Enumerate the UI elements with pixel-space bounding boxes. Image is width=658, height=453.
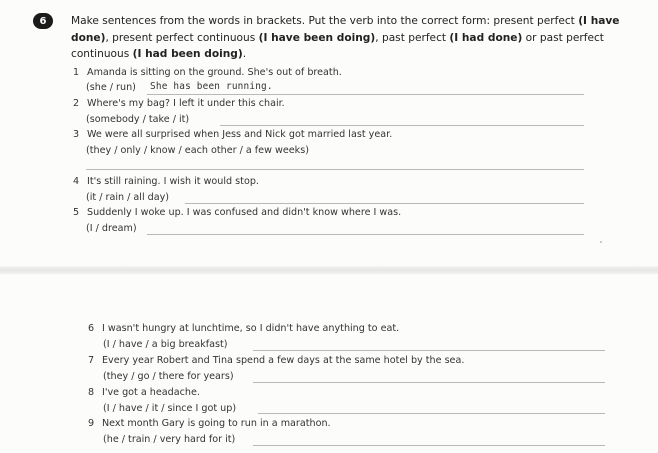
item-2-answer-line[interactable] bbox=[220, 125, 584, 126]
instructions-form-past-perfect: (I had done) bbox=[449, 31, 523, 44]
item-number: 7 bbox=[88, 355, 95, 366]
exercise-item-1 bbox=[73, 67, 342, 78]
item-sentence: Where's my bag? I left it under this chair. bbox=[87, 98, 285, 109]
item-number: 6 bbox=[88, 323, 95, 334]
item-7-answer-line[interactable] bbox=[253, 382, 605, 383]
item-9-prompt: (he / train / very hard for it) bbox=[103, 434, 236, 445]
item-sentence: I wasn't hungry at lunchtime, so I didn't have anything to eat. bbox=[102, 323, 400, 334]
item-5-answer-line[interactable] bbox=[147, 234, 584, 235]
exercise-item-6 bbox=[88, 323, 399, 334]
item-sentence: It's still raining. I wish it would stop. bbox=[87, 176, 259, 187]
item-number: 4 bbox=[73, 176, 80, 187]
exercise-item-2 bbox=[73, 98, 285, 109]
instructions-form-past-perfect-continuous: (I had been doing) bbox=[132, 48, 243, 60]
item-sentence: Every year Robert and Tina spend a few days at the same hotel by the sea. bbox=[102, 355, 465, 366]
instructions-form-present-perfect: (I have done) bbox=[71, 15, 620, 44]
exercise-item-4 bbox=[73, 176, 259, 187]
item-sentence: I've got a headache. bbox=[102, 387, 200, 398]
item-4-prompt: (it / rain / all day) bbox=[86, 192, 170, 203]
item-1-answer: She has been running. bbox=[150, 81, 273, 92]
item-6-answer-line[interactable] bbox=[253, 350, 605, 351]
item-number: 9 bbox=[88, 418, 95, 429]
item-2-prompt: (somebody / take / it) bbox=[86, 114, 190, 125]
item-sentence: Next month Gary is going to run in a marathon. bbox=[102, 418, 331, 429]
item-number: 3 bbox=[73, 129, 80, 140]
item-9-answer-line[interactable] bbox=[253, 445, 605, 446]
item-6-prompt: (I / have / a big breakfast) bbox=[103, 339, 228, 350]
instructions-text: , present perfect continuous bbox=[105, 31, 259, 44]
exercise-item-5 bbox=[73, 207, 401, 218]
item-sentence: Amanda is sitting on the ground. She's out of breath. bbox=[87, 67, 342, 78]
exercise-item-3 bbox=[73, 129, 392, 140]
exercise-item-9 bbox=[88, 418, 331, 429]
exercise-item-8 bbox=[88, 387, 200, 398]
item-sentence: We were all surprised when Jess and Nick got married last year. bbox=[87, 129, 393, 140]
item-number: 8 bbox=[88, 387, 95, 398]
item-8-prompt: (I / have / it / since I got up) bbox=[103, 403, 237, 414]
exercise-instructions bbox=[71, 13, 636, 63]
exercise-item-7 bbox=[88, 355, 464, 366]
item-3-prompt: (they / only / know / each other / a few weeks) bbox=[86, 145, 309, 156]
instructions-text: . bbox=[242, 48, 247, 60]
item-4-answer-line[interactable] bbox=[185, 203, 584, 204]
instructions-text: Make sentences from the words in brackets. Put the verb into the correct form: present perfect bbox=[71, 15, 579, 27]
exercise-number-badge: 6 bbox=[33, 13, 53, 29]
item-number: 5 bbox=[73, 207, 80, 218]
item-3-answer-line[interactable] bbox=[86, 169, 584, 170]
item-7-prompt: (they / go / there for years) bbox=[103, 371, 234, 382]
item-8-answer-line[interactable] bbox=[258, 413, 605, 414]
instructions-form-present-perfect-continuous: (I have been doing) bbox=[258, 31, 376, 44]
instructions-text: or past perfect continuous bbox=[71, 31, 604, 60]
instructions-text: , past perfect bbox=[375, 31, 450, 44]
item-1-answer-line[interactable] bbox=[147, 94, 584, 95]
item-number: 1 bbox=[73, 67, 80, 78]
item-1-prompt: (she / run) bbox=[86, 82, 136, 93]
item-number: 2 bbox=[73, 98, 80, 109]
item-5-prompt: (I / dream) bbox=[86, 223, 137, 234]
page-break-divider bbox=[0, 266, 658, 274]
scan-speck bbox=[600, 241, 602, 243]
item-sentence: Suddenly I woke up. I was confused and didn't know where I was. bbox=[87, 207, 402, 218]
